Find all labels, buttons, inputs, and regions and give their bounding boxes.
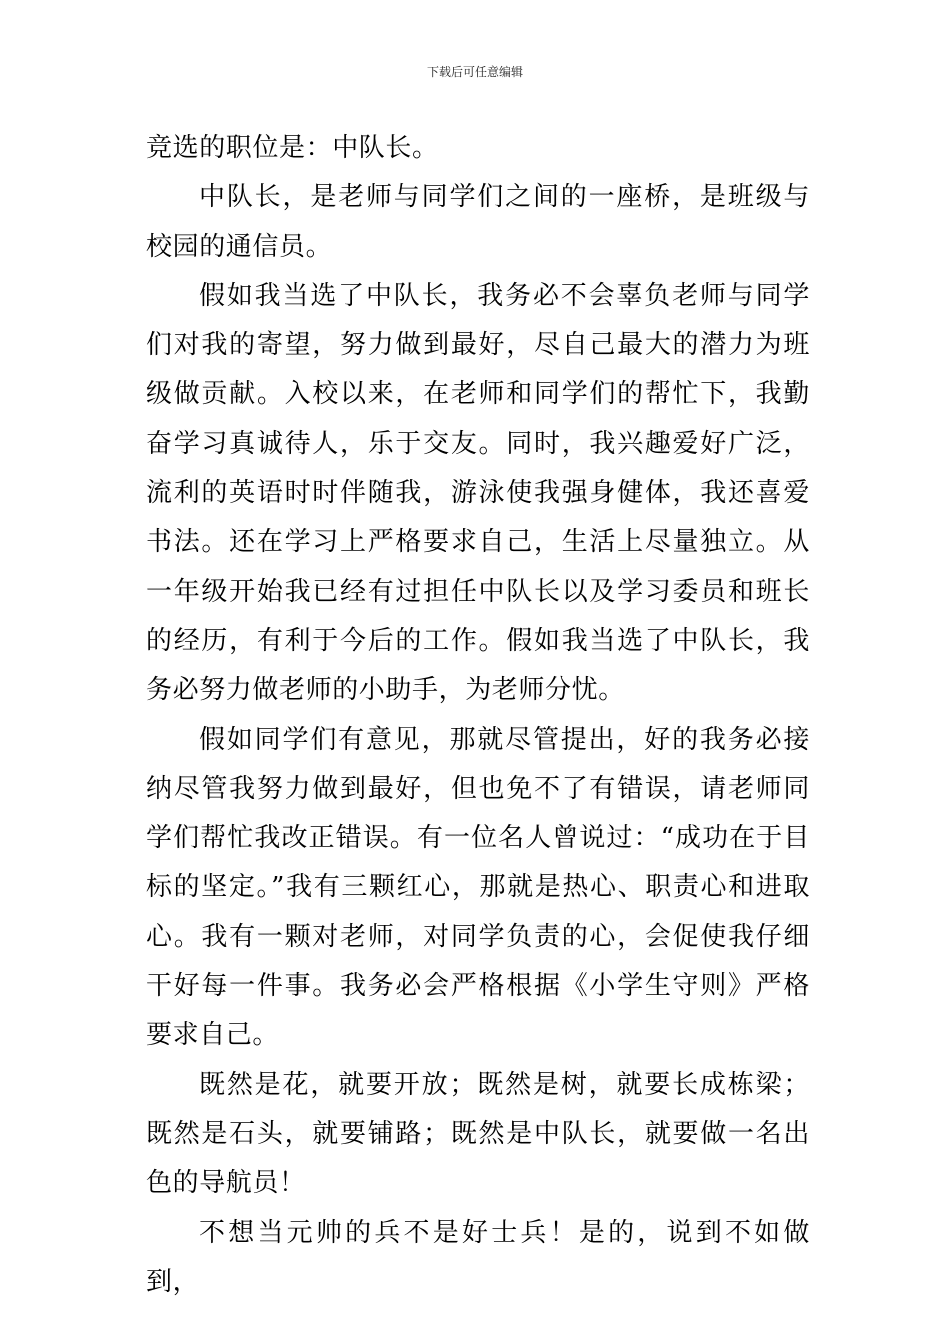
- paragraph-commitment: 假如同学们有意见，那就尽管提出，好的我务必接纳尽管我努力做到最好，但也免不了有错误，请老师同学们帮忙我改正错误。有一位名人曾说过：“成功在于目标的坚定。”我有三颗红心，那就是热心、职责心和进取心。我有一颗对老师，对同学负责的心，会促使我仔细干好每一件事。我务必会严格根据《小学生守则》严格要求自己。: [146, 724, 810, 1051]
- paragraph-role-definition: 中队长，是老师与同学们之间的一座桥，是班级与校园的通信员。: [146, 182, 810, 262]
- page-header: 下载后可任意编辑: [426, 65, 523, 79]
- paragraph-position: 竞选的职位是：中队长。: [146, 133, 439, 163]
- paragraph-metaphor: 既然是花，就要开放；既然是树，就要长成栋梁；既然是石头，就要铺路；既然是中队长，就要做一名出色的导航员！: [146, 1069, 810, 1199]
- paragraph-qualifications: 假如我当选了中队长，我务必不会辜负老师与同学们对我的寄望，努力做到最好，尽自己最大的潜力为班级做贡献。入校以来，在老师和同学们的帮忙下，我勤奋学习真诚待人，乐于交友。同时，我兴趣爱好广泛，流利的英语时时伴随我，游泳使我强身健体，我还喜爱书法。还在学习上严格要求自己，生活上尽量独立。从一年级开始我已经有过担任中队长以及学习委员和班长的经历，有利于今后的工作。假如我当选了中队长，我务必努力做老师的小助手，为老师分忧。: [146, 280, 810, 706]
- paragraph-closing: 不想当元帅的兵不是好士兵！是的，说到不如做到，: [146, 1217, 810, 1297]
- document-body: [146, 124, 810, 1307]
